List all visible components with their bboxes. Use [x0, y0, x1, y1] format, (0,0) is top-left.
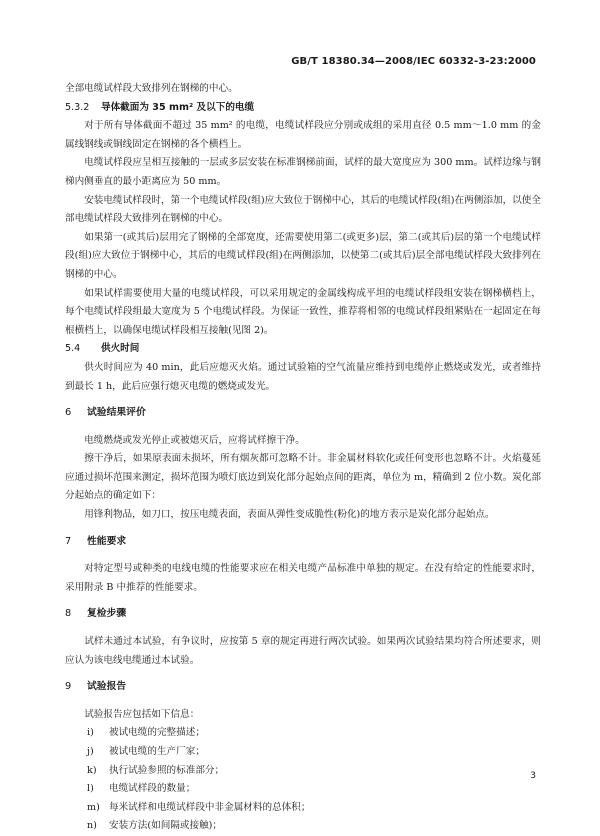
- paragraph: 电缆试样段应呈相互接触的一层或多层安装在标准钢梯前面，试样的最大宽度应为 300 mm。试样边缘与钢梯内侧垂直的最小距离应为 50 mm。: [65, 157, 541, 187]
- clause-number: 5.4: [65, 343, 81, 355]
- list-text: 执行试验参照的标准部分；: [109, 764, 225, 776]
- paragraph: 擦干净后，如果原表面未损坏，所有烟灰都可忽略不计。非金属材料软化或任何变形也忽略不计。火焰蔓延应通过损坏范围来测定，损坏范围为喷灯底边到炭化部分起始点间的距离，单位为 m，精确到 2 位小数。炭化部分起始点的确定如下：: [65, 453, 541, 502]
- list-item: [65, 780, 541, 799]
- paragraph: 供火时间应为 40 min，此后应熄灭火焰。通过试验箱的空气流量应维持到电缆停止燃烧或发光，或者维持到最长 1 h，此后应强行熄灭电缆的燃烧或发光。: [65, 361, 541, 392]
- section-number: 6: [65, 407, 72, 419]
- section-heading-6: [65, 404, 541, 423]
- paragraph: 对特定型号或种类的电线电缆的性能要求应在相关电缆产品标准中单独的规定。在没有给定的性能要求时，采用附录 B 中推荐的性能要求。: [65, 563, 541, 593]
- section-title: 性能要求: [87, 535, 127, 547]
- section-number: 9: [65, 681, 72, 693]
- section-number: 7: [65, 535, 72, 547]
- paragraph: 如果第一(或其后)层用完了钢梯的全部宽度，还需要使用第二(或更多)层，第二(或其后)层的第一个电缆试样段(组)应大致位于钢梯中心，其后的电缆试样段(组)在两侧添加，以使第二(或其后)层全部电缆试样段大致排列在钢梯的中心。: [65, 231, 541, 280]
- list-text: 被试电缆的完整描述；: [109, 727, 205, 739]
- list-text: 每米试样和电缆试样段中非金属材料的总体积；: [109, 801, 311, 813]
- paragraph: 安装电缆试样段时，第一个电缆试样段(组)应大致位于钢梯中心，其后的电缆试样段(组)在两侧添加，以使全部电缆试样段大致排列在钢梯的中心。: [65, 194, 541, 225]
- list-marker: i): [87, 727, 94, 739]
- section-title: 试验报告: [87, 681, 127, 693]
- paragraph: 如果试样需要使用大量的电缆试样段，可以采用规定的金属线构成平坦的电缆试样段组安装在钢梯横档上，每个电缆试样段组最大宽度为 5 个电缆试样段。为保证一致性，推荐将相邻的电缆试样段组紧贴在一起固定在每根横档上，以确保电缆试样段相互接触(见图 2)。: [65, 287, 541, 336]
- paragraph: 电缆燃烧或发光停止或被熄灭后，应将试样擦干净。: [84, 434, 305, 446]
- paragraph: 对于所有导体截面不超过 35 mm² 的电缆，电缆试样段应分别或成组的采用直径 0.5 mm～1.0 mm 的金属线钢线或铜线固定在钢梯的各个横档上。: [65, 120, 541, 150]
- clause-heading-5-3-2: [65, 99, 541, 118]
- list-item: [65, 817, 541, 836]
- section-heading-9: [65, 678, 541, 697]
- list-item: [65, 724, 541, 743]
- paragraph: 用锋利物品，如刀口，按压电缆表面，表面从弹性变成脆性(粉化)的地方表示是炭化部分起始点。: [84, 509, 495, 521]
- section-title: 试验结果评价: [87, 407, 146, 419]
- list-text: 安装方法(如间隔或接触)；: [109, 820, 223, 832]
- clause-heading-5-4: [65, 340, 541, 359]
- list-marker: l): [87, 783, 94, 795]
- list-item: [65, 762, 541, 781]
- section-number: 8: [65, 608, 72, 620]
- page-number: 3: [530, 771, 536, 781]
- list-text: 电缆试样段的数量；: [109, 783, 196, 795]
- clause-number: 5.3.2: [65, 101, 90, 113]
- list-text: 被试电缆的生产厂家；: [109, 746, 205, 757]
- list-marker: k): [87, 764, 97, 776]
- list-item: [65, 799, 541, 818]
- list-marker: n): [87, 820, 97, 832]
- standard-header: GB/T 18380.34—2008/IEC 60332-3-23:2000: [291, 56, 536, 67]
- paragraph-intro: 全部电缆试样段大致排列在钢梯的中心。: [65, 83, 238, 94]
- list-marker: m): [87, 801, 100, 813]
- list-item: [65, 743, 541, 762]
- paragraph: 试验报告应包括如下信息：: [84, 708, 200, 720]
- section-title: 复检步骤: [87, 608, 127, 620]
- list-marker: j): [87, 746, 94, 757]
- paragraph: 试样未通过本试验，有争议时，应按第 5 章的规定再进行两次试验。如果两次试验结果均符合所述要求，则应认为该电线电缆通过本试验。: [65, 636, 541, 666]
- section-heading-8: [65, 605, 541, 624]
- clause-title: 供火时间: [101, 343, 140, 355]
- clause-title: 导体截面为 35 mm² 及以下的电缆: [101, 101, 255, 113]
- document-body: [65, 80, 541, 836]
- section-heading-7: [65, 533, 541, 552]
